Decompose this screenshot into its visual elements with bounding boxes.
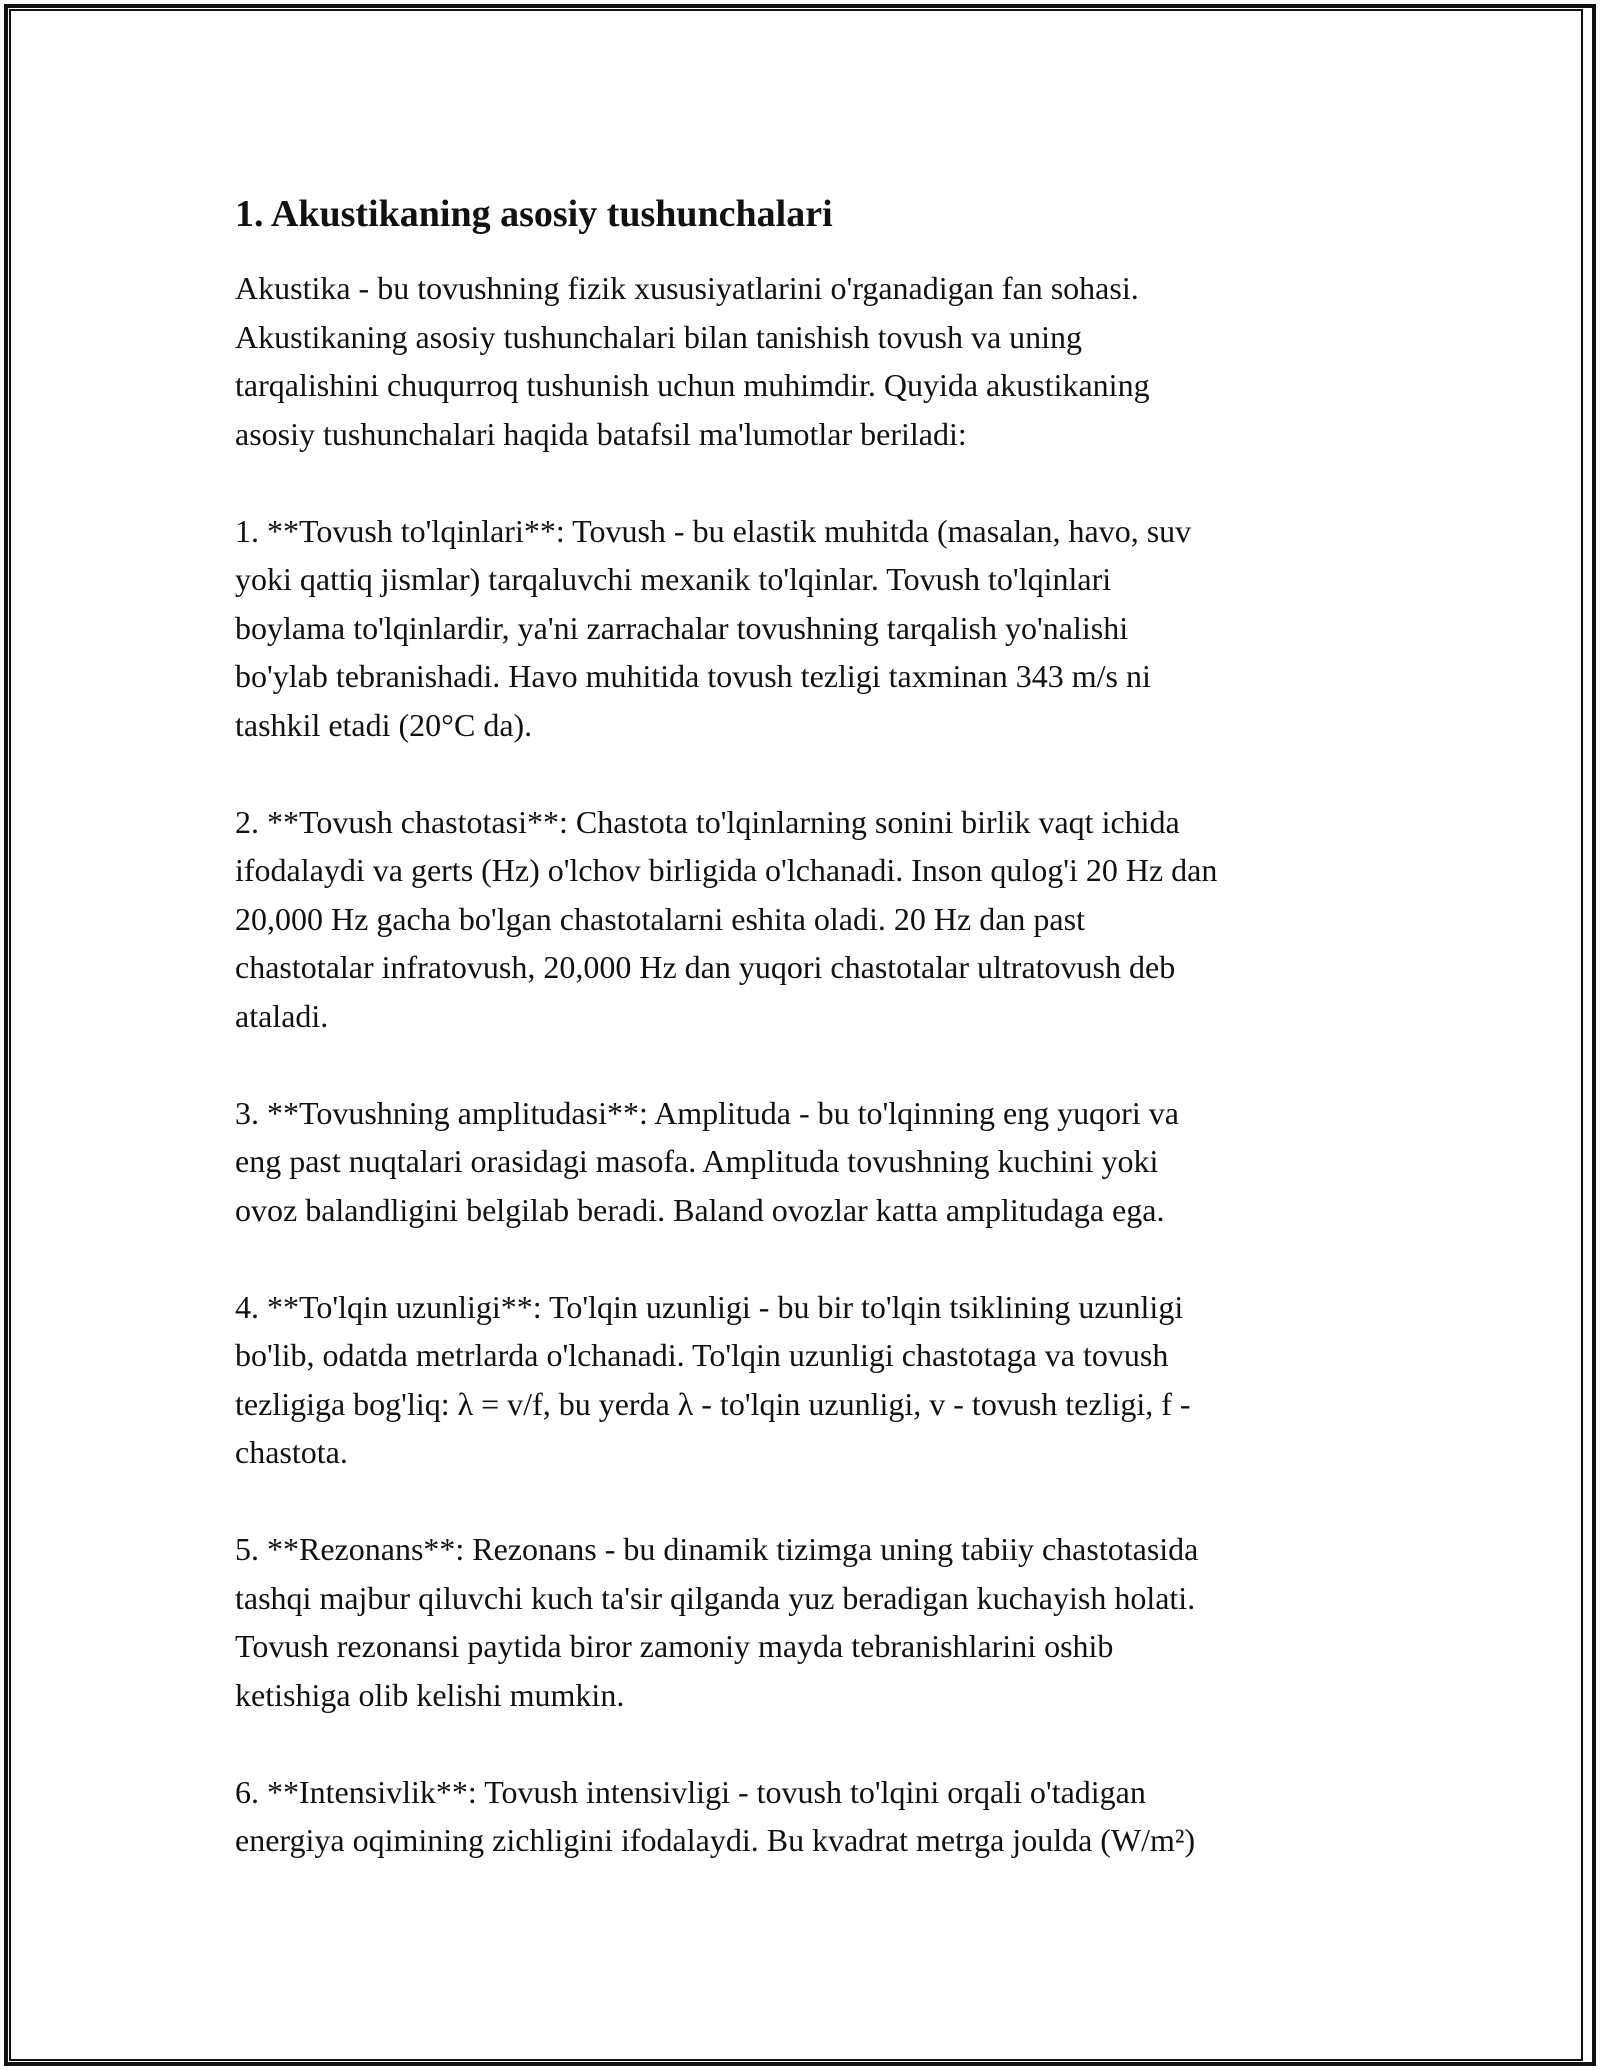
document-title: 1. Akustikaning asosiy tushunchalari bbox=[235, 193, 833, 235]
document-body bbox=[235, 186, 1375, 1913]
paragraph-intensity: 6. **Intensivlik**: Tovush intensivligi - tovush to'lqini orqali o'tadigan energiya oqimining zichligini ifodalaydi. Bu kvadrat metrga joulda (W/m²) bbox=[235, 1773, 1196, 1858]
paragraph-wavelength: 4. **To'lqin uzunligi**: To'lqin uzunligi - bu bir to'lqin tsiklining uzunligi bo'lib, odatda metrlarda o'lchanadi. To'lqin uzunligi chastotaga va tovush tezligiga bog'liq: λ = v/f, bu yerda λ - to'lqin uzunligi, v - tovush tezligi, f - chastota. bbox=[235, 1288, 1191, 1470]
paragraph-sound-waves: 1. **Tovush to'lqinlari**: Tovush - bu elastik muhitda (masalan, havo, suv yoki qattiq jismlar) tarqaluvchi mexanik to'lqinlar. Tovush to'lqinlari boylama to'lqinlardir, ya'ni zarrachalar tovushning tarqalish yo'nalishi bo'ylab tebranishadi. Havo muhitida tovush tezligi taxminan 343 m/s ni tashkil etadi (20°C da). bbox=[235, 512, 1192, 743]
paragraph-amplitude: 3. **Tovushning amplitudasi**: Amplituda - bu to'lqinning eng yuqori va eng past nuqtalari orasidagi masofa. Amplituda tovushning kuchini yoki ovoz balandligini belgilab beradi. Baland ovozlar katta amplitudaga ega. bbox=[235, 1094, 1179, 1228]
paragraph-resonance: 5. **Rezonans**: Rezonans - bu dinamik tizimga uning tabiiy chastotasida tashqi majbur qiluvchi kuch ta'sir qilganda yuz beradigan kuchayish holati. Tovush rezonansi paytida biror zamoniy mayda tebranishlarini oshib ketishiga olib kelishi mumkin. bbox=[235, 1531, 1199, 1713]
paragraph-frequency: 2. **Tovush chastotasi**: Chastota to'lqinlarning sonini birlik vaqt ichida ifodalaydi va gerts (Hz) o'lchov birligida o'lchanadi. Inson qulog'i 20 Hz dan 20,000 Hz gacha bo'lgan chastotalarni eshita oladi. 20 Hz dan past chastotalar infratovush, 20,000 Hz dan yuqori chastotalar ultratovush deb ataladi. bbox=[235, 803, 1218, 1034]
intro-paragraph: Akustika - bu tovushning fizik xususiyatlarini o'rganadigan fan sohasi. Akustikaning asosiy tushunchalari bilan tanishish tovush va uning tarqalishini chuqurroq tushunish uchun muhimdir. Quyida akustikaning asosiy tushunchalari haqida batafsil ma'lumotlar beriladi: bbox=[235, 270, 1150, 452]
